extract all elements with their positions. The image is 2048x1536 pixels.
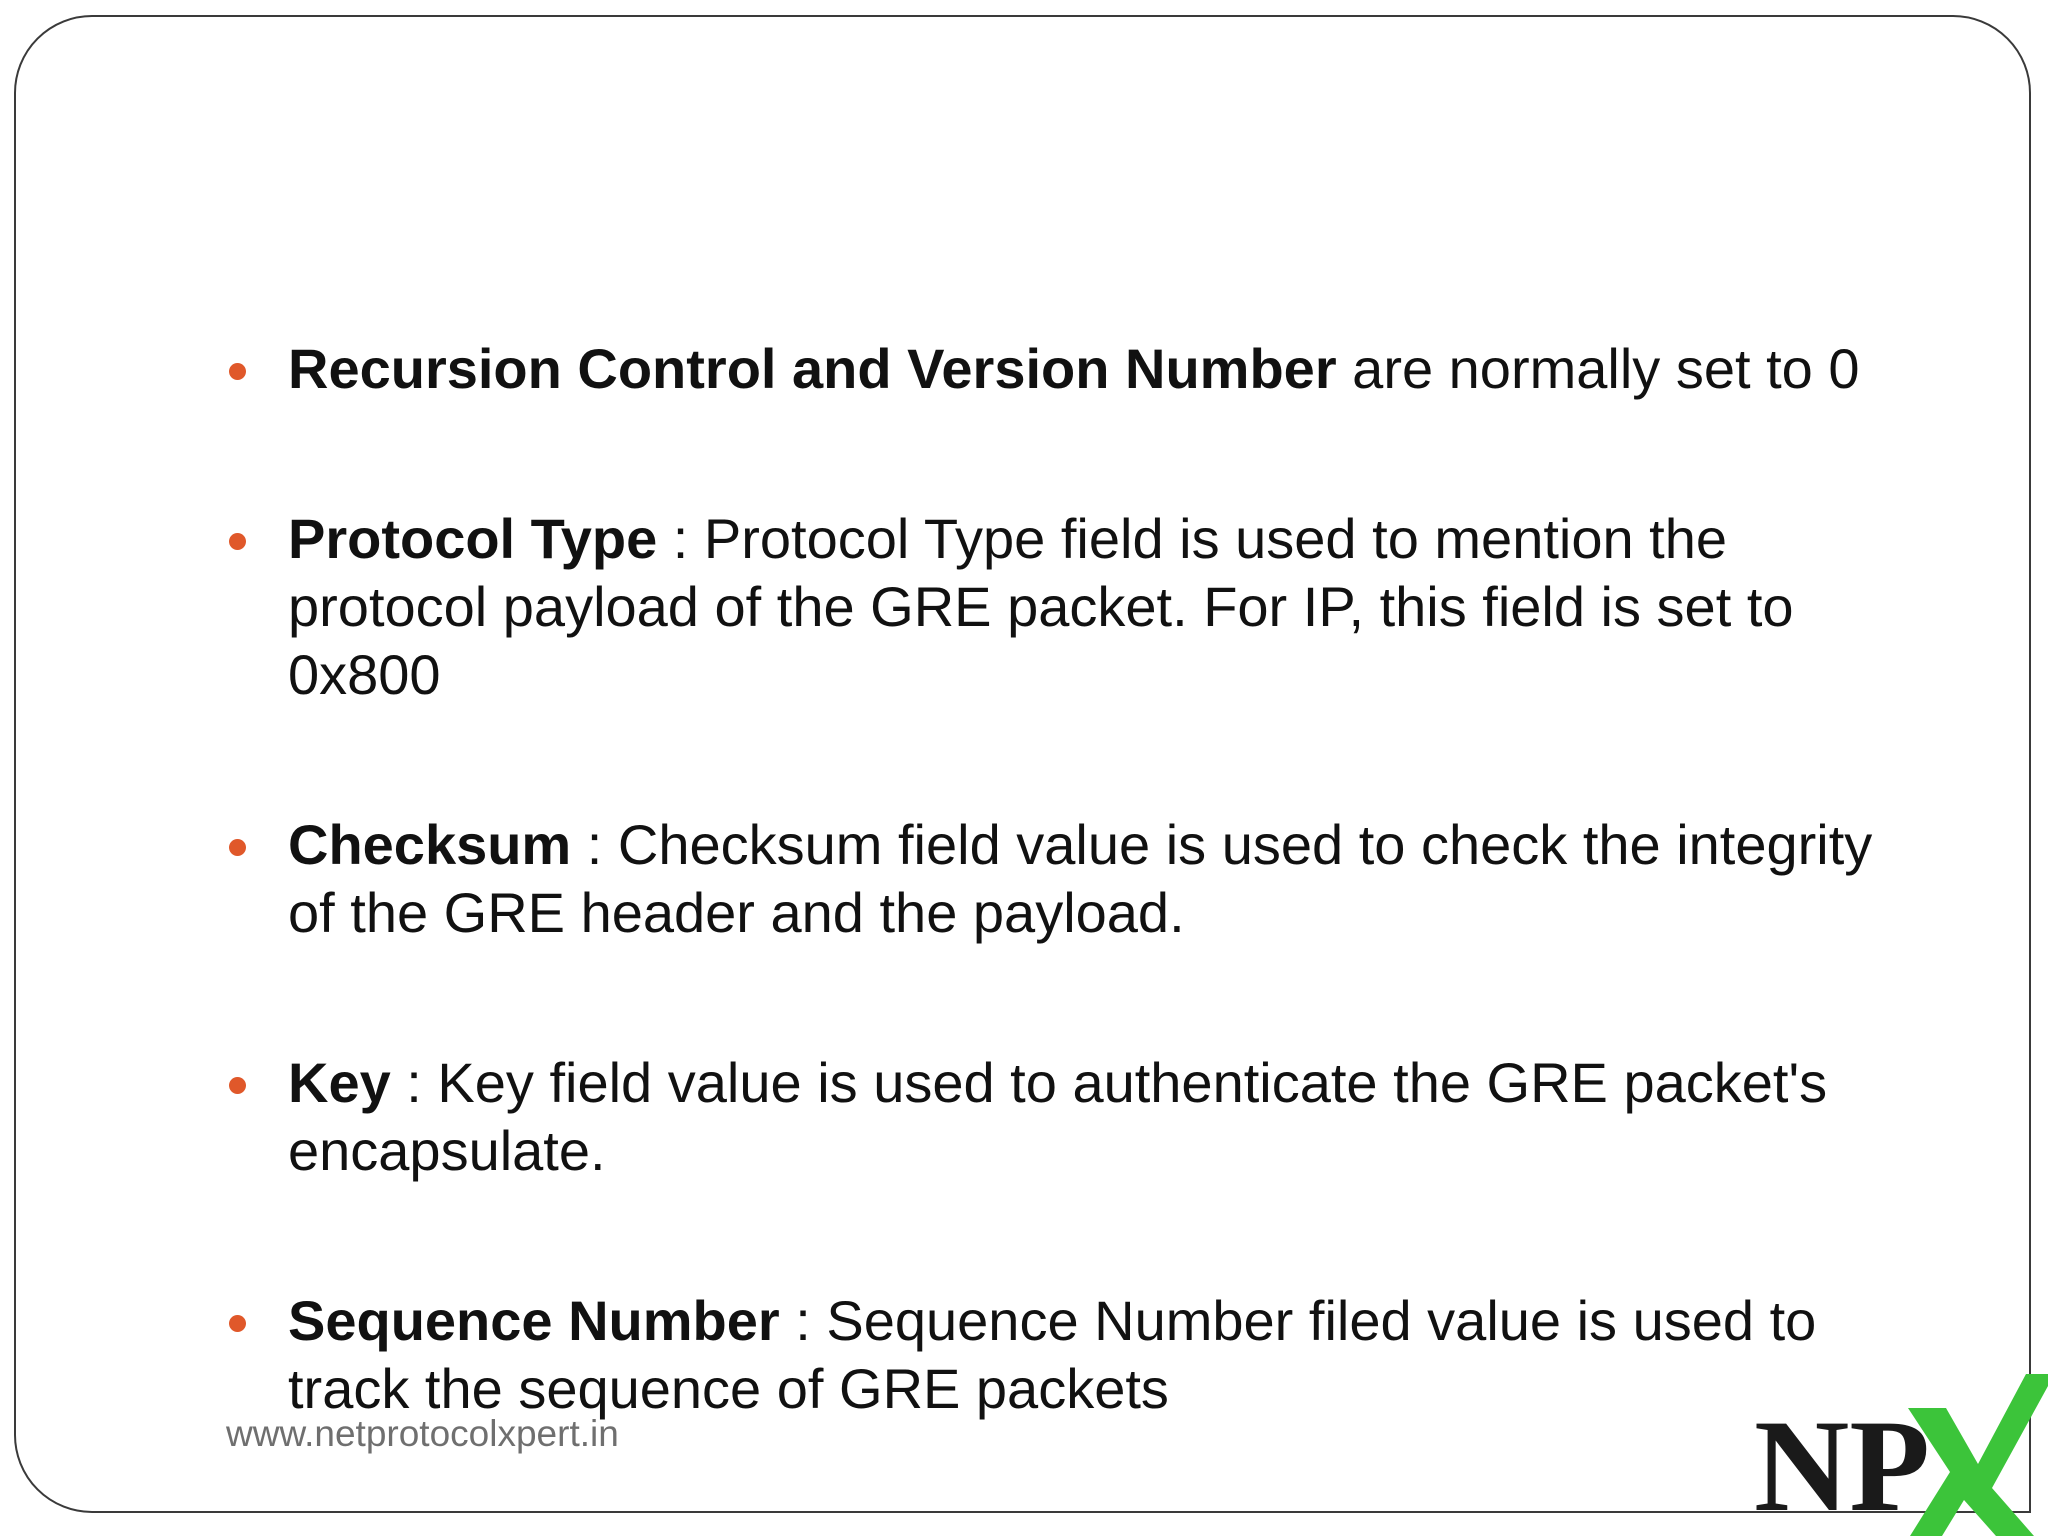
bullet-list (226, 335, 1926, 1423)
bullet-text: : Sequence Number filed value is used to track the sequence of GRE packets (288, 1289, 1817, 1420)
bullet-item-recursion-control (226, 335, 1926, 403)
bullet-item-key (226, 1049, 1926, 1185)
footer-url: www.netprotocolxpert.in (226, 1413, 619, 1454)
bullet-text: : Protocol Type field is used to mention the protocol payload of the GRE packet. For IP, this field is set to 0x800 (288, 507, 1794, 706)
bullet-icon (229, 1315, 246, 1332)
bullet-term: Checksum (288, 813, 572, 876)
bullet-item-protocol-type (226, 505, 1926, 709)
bullet-term: Recursion Control and Version Number (288, 337, 1337, 400)
bullet-item-sequence-number (226, 1287, 1926, 1423)
bullet-text: : Key field value is used to authenticate the GRE packet's encapsulate. (288, 1051, 1828, 1182)
bullet-text: : Checksum field value is used to check the integrity of the GRE header and the payload. (288, 813, 1873, 944)
bullet-icon (229, 839, 246, 856)
bullet-text: are normally set to 0 (1336, 337, 1860, 400)
npx-logo (1750, 1360, 2048, 1536)
logo-letters: NP (1754, 1392, 1930, 1536)
bullet-icon (229, 363, 246, 380)
bullet-item-checksum (226, 811, 1926, 947)
bullet-icon (229, 533, 246, 550)
bullet-term: Protocol Type (288, 507, 658, 570)
bullet-icon (229, 1077, 246, 1094)
bullet-term: Key (288, 1051, 391, 1114)
bullet-term: Sequence Number (288, 1289, 780, 1352)
